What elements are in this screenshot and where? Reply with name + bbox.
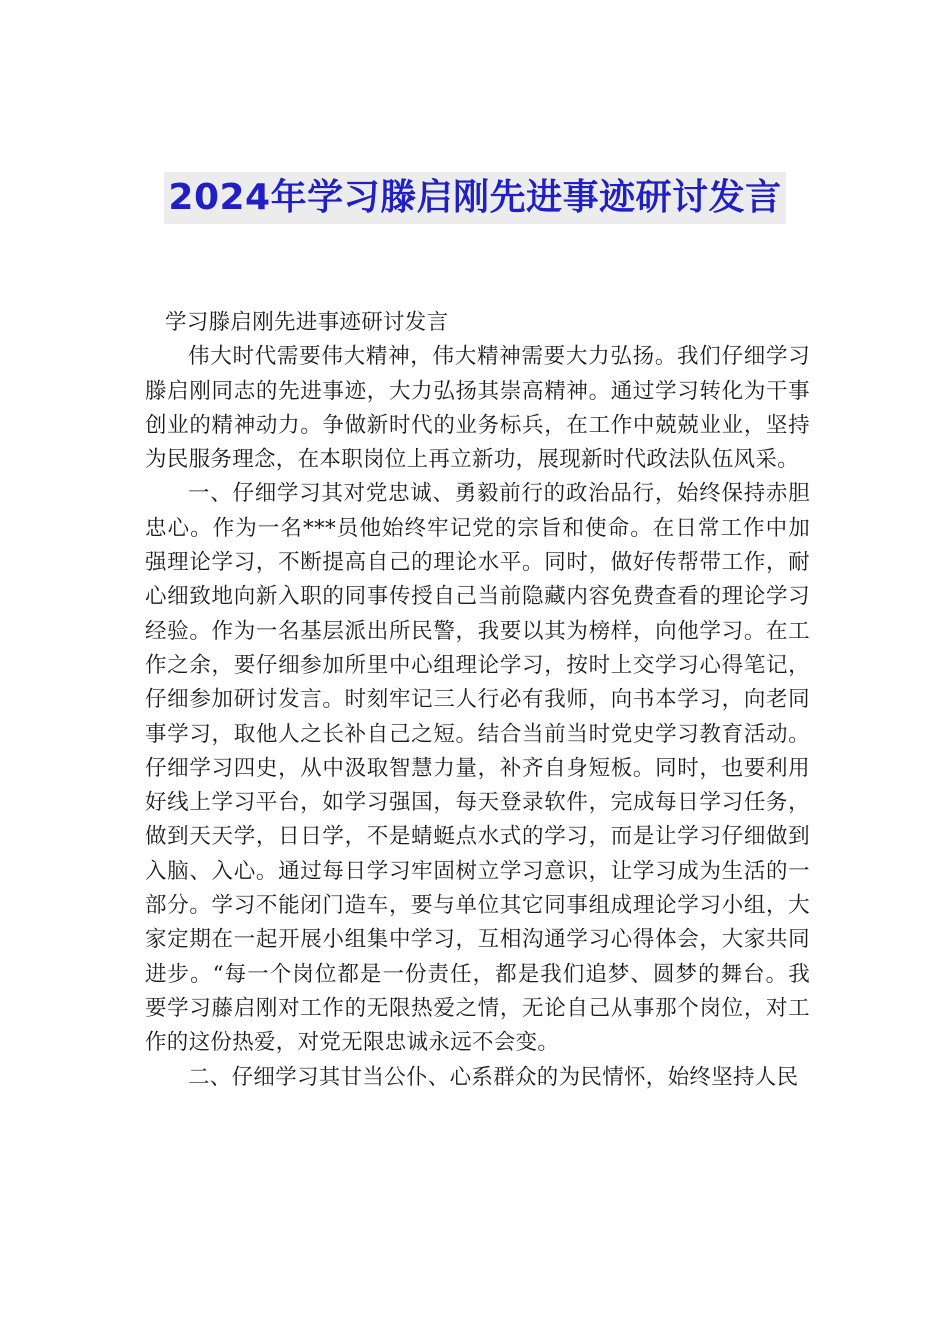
section-one-paragraph: 一、仔细学习其对党忠诚、勇毅前行的政治品行，始终保持赤胆忠心。作为一名***员他始终牢记党的宗旨和使命。在日常工作中加强理论学习，不断提高自己的理论水平。同时，做好传帮带工作，耐心细致地向新入职的同事传授自己当前隐藏内容免费查看的理论学习经验。作为一名基层派出所民警，我要以其为榜样，向他学习。在工作之余，要仔细参加所里中心组理论学习，按时上交学习心得笔记，仔细参加研讨发言。时刻牢记三人行必有我师，向书本学习，向老同事学习，取他人之长补自己之短。结合当前当时党史学习教育活动。仔细学习四史，从中汲取智慧力量，补齐自身短板。同时，也要利用好线上学习平台，如学习强国，每天登录软件，完成每日学习任务，做到天天学，日日学，不是蜻蜓点水式的学习，而是让学习仔细做到入脑、入心。通过每日学习牢固树立学习意识，让学习成为生活的一部分。学习不能闭门造车，要与单位其它同事组成理论学习小组，大家定期在一起开展小组集中学习，互相沟通学习心得体会，大家共同进步。“每一个岗位都是一份责任，都是我们追梦、圆梦的舞台。我要学习藤启刚对工作的无限热爱之情，无论自己从事那个岗位，对工作的这份热爱，对党无限忠诚永远不会变。 (145, 481, 810, 1056)
title-container (0, 172, 950, 224)
section-two-paragraph: 二、仔细学习其甘当公仆、心系群众的为民情怀，始终坚持人民 (188, 1064, 799, 1090)
subtitle-paragraph: 学习滕启刚先进事迹研讨发言 (165, 310, 449, 335)
page-title: 2024年学习滕启刚先进事迹研讨发言 (164, 172, 785, 224)
intro-paragraph: 伟大时代需要伟大精神，伟大精神需要大力弘扬。我们仔细学习滕启刚同志的先进事迹，大力弘扬其崇高精神。通过学习转化为干事创业的精神动力。争做新时代的业务标兵，在工作中兢兢业业，坚持为民服务理念，在本职岗位上再立新功，展现新时代政法队伍风采。 (145, 344, 810, 473)
document-body (145, 306, 810, 1095)
